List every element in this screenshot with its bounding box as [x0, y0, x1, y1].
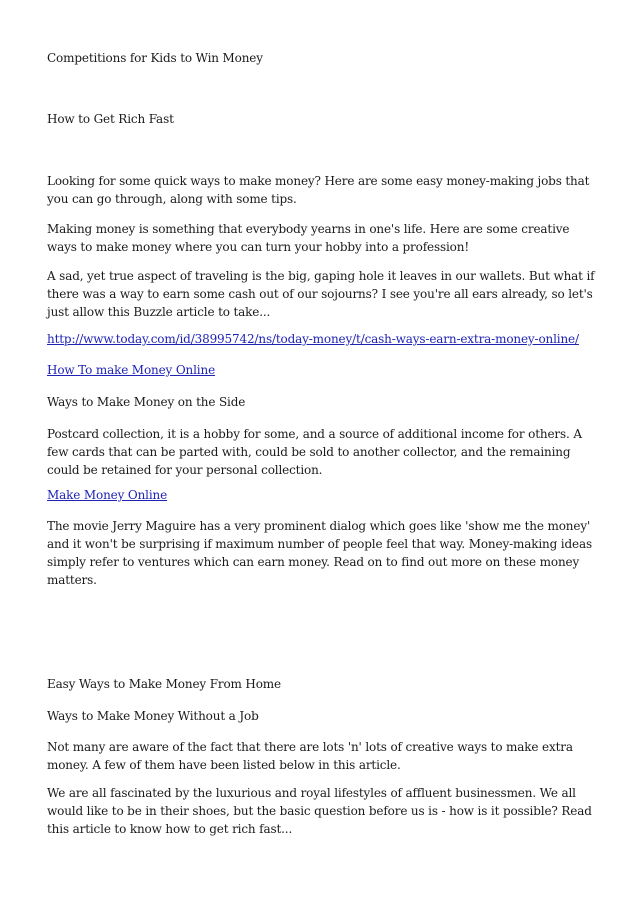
paragraph-postcard: Postcard collection, it is a hobby for some, and a source of additional income for others. A few cards that can be parted with, could be sold to another collector, and the remaining could be retained for your personal collection. — [47, 427, 582, 477]
heading-without-job: Ways to Make Money Without a Job — [47, 709, 259, 723]
heading-from-home: Easy Ways to Make Money From Home — [47, 677, 281, 691]
heading-competitions: Competitions for Kids to Win Money — [47, 51, 263, 65]
make-online-link-line — [47, 486, 597, 504]
paragraph-making-money: Making money is something that everybody yearns in one's life. Here are some creative ways to make money where you can turn your hobby into a profession! — [47, 222, 570, 254]
make-money-online-link[interactable]: Make Money Online — [47, 488, 168, 502]
today-link-line — [47, 330, 597, 348]
paragraph-affluent: We are all fascinated by the luxurious and royal lifestyles of affluent businessmen. We all would like to be in their shoes, but the basic question before us is - how is it possible? Read this article to know how to get rich fast... — [47, 786, 592, 836]
how-to-online-link-line — [47, 361, 597, 379]
paragraph-traveling: A sad, yet true aspect of traveling is the big, gaping hole it leaves in our wallets. But what if there was a way to earn some cash out of our sojourns? I see you're all ears already, so let's just allow this Buzzle article to take... — [47, 269, 595, 319]
paragraph-jerry-maguire: The movie Jerry Maguire has a very prominent dialog which goes like 'show me the money' and it won't be surprising if maximum number of people feel that way. Money-making ideas simply refer to ventures which can earn money. Read on to find out more on these money matters. — [47, 519, 592, 587]
how-to-make-money-online-link[interactable]: How To make Money Online — [47, 363, 216, 377]
today-article-link[interactable]: http://www.today.com/id/38995742/ns/today-money/t/cash-ways-earn-extra-money-online/ — [47, 332, 579, 346]
heading-on-the-side: Ways to Make Money on the Side — [47, 395, 246, 409]
paragraph-not-many: Not many are aware of the fact that there are lots 'n' lots of creative ways to make extra money. A few of them have been listed below in this article. — [47, 740, 573, 772]
heading-rich-fast: How to Get Rich Fast — [47, 112, 174, 126]
paragraph-quick-ways: Looking for some quick ways to make money? Here are some easy money-making jobs that you can go through, along with some tips. — [47, 174, 590, 206]
